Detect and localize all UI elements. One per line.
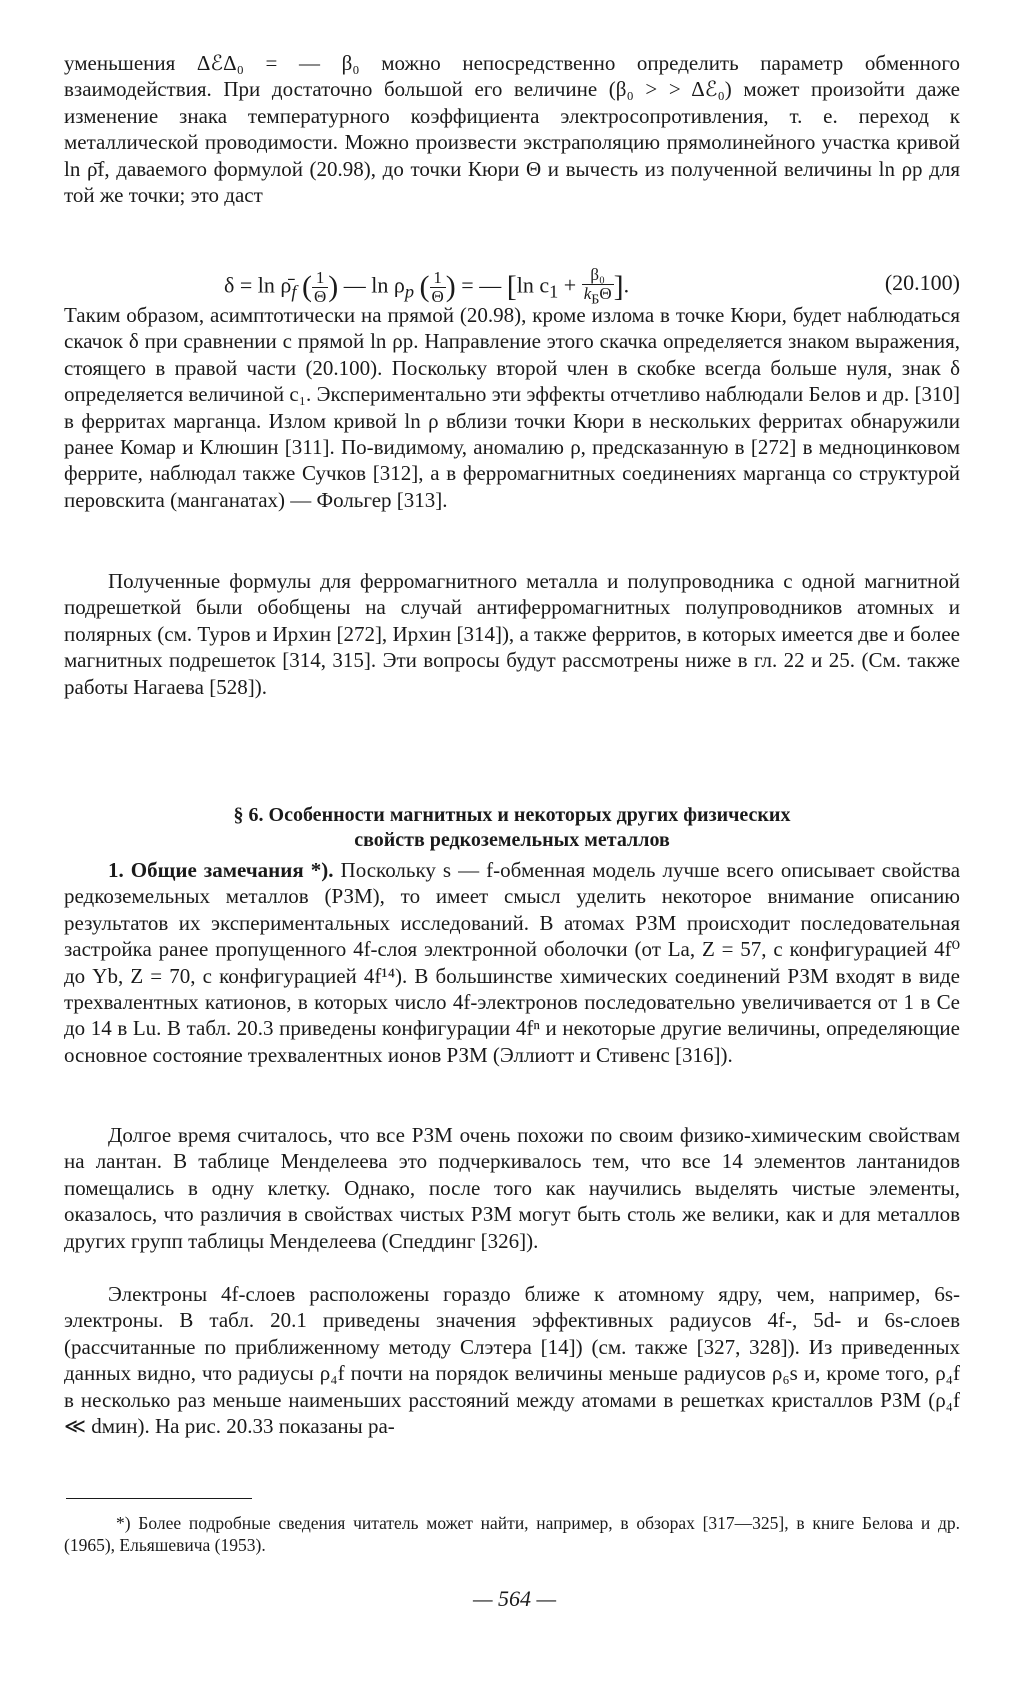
paragraph-text: Полученные формулы для ферромагнитного металла и полупроводника с одной магнитной подрешеткой были обобщены на случай антиферромагнитных полупроводников атомных и полярных (см. Туров и Ирхин [272], Ирхин [314]), а также ферритов, в которых имеется две и более магнитных подрешеток [314, 315]. Эти вопросы будут рассмотрены ниже в гл. 22 и 25. (См. также работы Нагаева [528]). (64, 569, 960, 699)
paragraph-general-remarks (64, 857, 960, 1068)
heading-line-1: § 6. Особенности магнитных и некоторых других физических (233, 804, 791, 826)
footnote: *) Более подробные сведения читатель может найти, например, в обзорах [317—325], в книге Белова и др. (1965), Ельяшевича (1953). (64, 1513, 960, 1555)
equation-number: (20.100) (884, 270, 960, 295)
eq-frac-den-2: Θ (431, 286, 444, 306)
paragraph-jump (64, 302, 960, 513)
paragraph-text: Таким образом, асимптотически на прямой (20.98), кроме излома в точке Кюри, будет наблюдаться скачок δ при сравнении с прямой ln ρp. Направление этого скачка определяется знаком выражения, стоящего в правой части (20.100). Поскольку второй член в скобке всегда больше нуля, знак δ определяется величиной c₁. Экспериментально эти эффекты отчетливо наблюдали Белов и др. [310] в ферритах марганца. Излом кривой ln ρ вблизи точки Кюри в нескольких ферритах обнаружили ранее Комар и Клюшин [311]. По-видимому, аномалию ρ, предсказанную в [272] в медноцинковом феррите, наблюдал также Сучков [312], а в ферромагнитных соединениях марганца со структурой перовскита (манганатах) — Фольгер [313]. (64, 303, 960, 512)
paragraph-4f-electrons (64, 1281, 960, 1439)
eq-minus-ln: — ln ρ (343, 272, 405, 298)
footnote-divider (66, 1498, 252, 1499)
paragraph-text: Поскольку s — f-обменная модель лучше всего описывает свойства редкоземельных металлов (РЗМ), то имеет смысл уделить некоторое внимание описанию результатов их экспериментальных исследований. В атомах РЗМ происходит последовательная застройка ранее пропущенного 4f-слоя электронной оболочки (от La, Z = 57, с конфигурацией 4f⁰ до Yb, Z = 70, с конфигурацией 4f¹⁴). В большинстве химических соединений РЗМ входят в виде трехвалентных катионов, в которых число 4f-электронов последовательно увеличивается от 1 в Ce до 14 в Lu. В табл. 20.3 приведены конфигурации 4fⁿ и некоторые другие величины, определяющие основное состояние трехвалентных ионов РЗМ (Эллиотт и Стивенс [316]). (64, 858, 961, 1067)
eq-frac-num: 1 (312, 269, 328, 288)
subsection-title: 1. Общие замечания *). (108, 858, 334, 882)
heading-line-2: свойств редкоземельных металлов (354, 829, 670, 851)
eq-sub-f: f (291, 281, 297, 302)
page-number: — 564 — (472, 1586, 557, 1611)
eq-sub-1: 1 (549, 281, 559, 302)
eq-kb-sub: Б (591, 291, 600, 308)
section-heading (64, 803, 960, 853)
eq-frac-beta: β₀ (582, 266, 614, 285)
eq-sub-p: p (404, 281, 415, 302)
eq-lhs: δ = ln ρ̄ (224, 272, 292, 298)
paragraph-lanthanum (64, 1122, 960, 1254)
eq-equals: = — (461, 272, 507, 298)
eq-frac-num-2: 1 (430, 269, 446, 288)
paragraph-text: Долгое время считалось, что все РЗМ очень похожи по своим физико-химическим свойствам на лантан. В таблице Менделеева это подчеркивалось тем, что все 14 элементов лантанидов помещались в одну клетку. Однако, после того как научились выделять чистые элементы, оказалось, что различия в свойствах чистых РЗМ могут быть столь же велики, как и для металлов других групп таблицы Менделеева (Спеддинг [326]). (64, 1123, 960, 1253)
eq-kb: k (583, 284, 592, 303)
equation-body: $\delta = \ln \rhō_f$ ( $\frac{1}{\Theta}$ ) — $\ln \rho_p$ ( $\frac{1}{\Theta}$ ) = — [ln $c_1$ + $\frac{\text{β₀}}{k_Б\Theta}$ ]. (224, 265, 630, 308)
eq-ln-c: ln c (516, 272, 550, 298)
paragraph-generalization (64, 568, 960, 700)
paragraph-intro (64, 50, 960, 208)
paragraph-text: уменьшения ΔℰΔ₀ = — β₀ можно непосредственно определить параметр обменного взаимодействия. При достаточно большой его величине (β₀ > > Δℰ₀) может произойти даже изменение знака температурного коэффициента электросопротивления, т. е. переход к металлической проводимости. Можно произвести экстраполяцию прямолинейного участка кривой ln ρ̄f, даваемого формулой (20.98), до точки Кюри Θ и вычесть из полученной величины ln ρp для той же точки; это даст (64, 51, 960, 208)
eq-frac-theta: Θ (599, 284, 612, 303)
paragraph-text: Электроны 4f-слоев расположены гораздо ближе к атомному ядру, чем, например, 6s-электроны. В табл. 20.1 приведены значения эффективных радиусов 4f-, 5d- и 6s-слоев (рассчитанные по приближенному методу Слэтера [14]) (см. также [327, 328]). Из приведенных данных видно, что радиусы ρ₄f почти на порядок величины меньше радиусов ρ₆s и, кроме того, ρ₄f в несколько раз меньше наименьших расстояний между атомами в решетках кристаллов РЗМ (ρ₄f ≪ dмин). На рис. 20.33 показаны ра- (64, 1282, 960, 1439)
eq-frac-den: Θ (313, 286, 327, 306)
